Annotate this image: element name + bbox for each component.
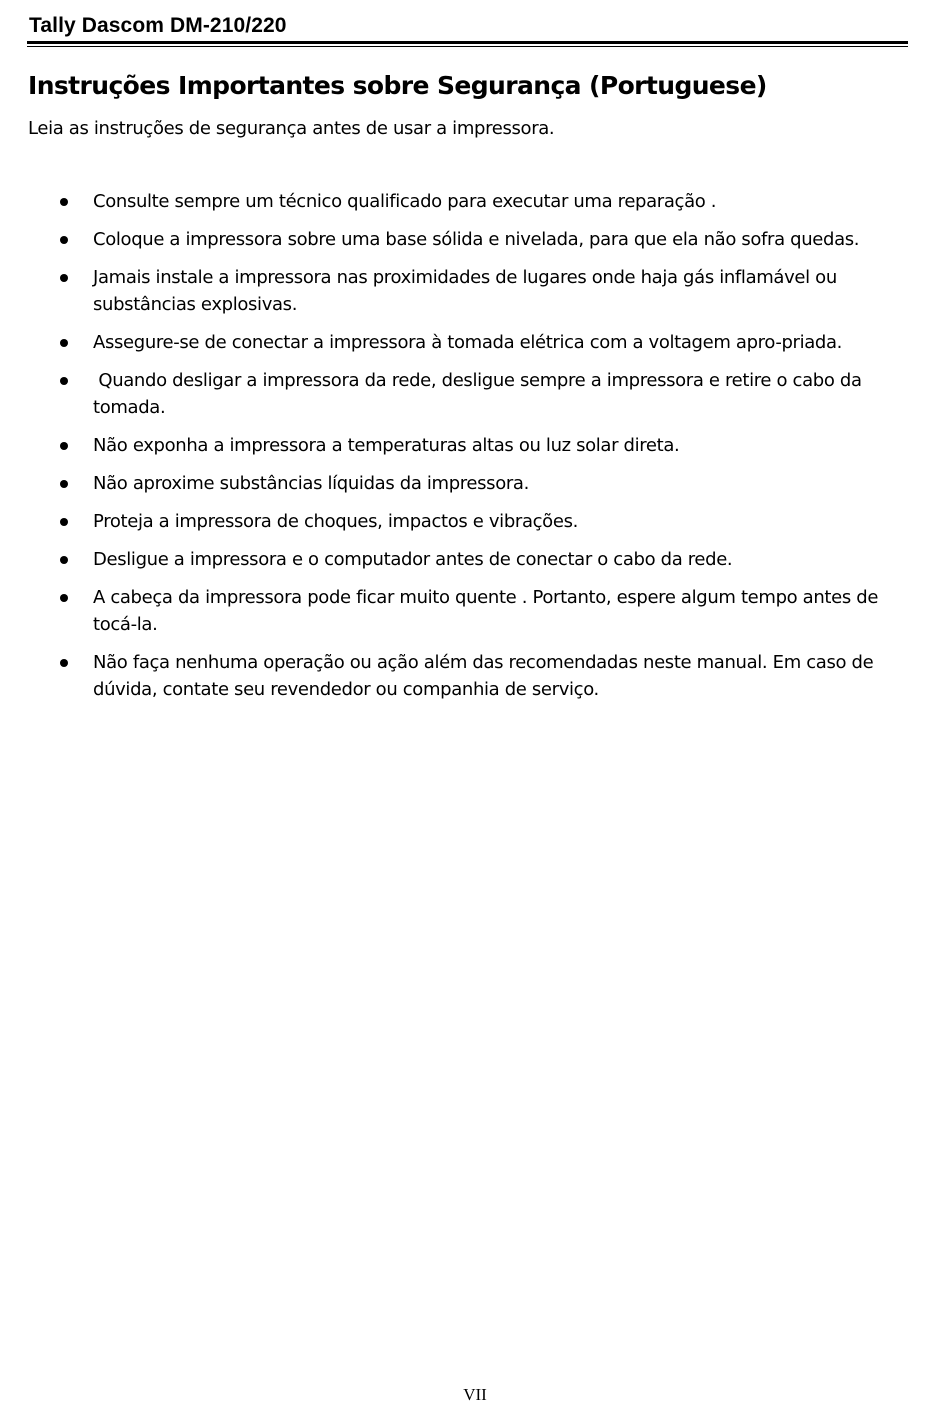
- bullet-icon: [60, 377, 68, 385]
- list-item: [0, 226, 893, 253]
- safety-instructions-list: [0, 188, 950, 714]
- list-item: [0, 432, 893, 459]
- list-item-text: Não aproxime substâncias líquidas da impressora.: [93, 473, 529, 494]
- list-item: [0, 367, 893, 421]
- bullet-icon: [60, 442, 68, 450]
- list-item: [0, 649, 893, 703]
- list-item-text: Quando desligar a impressora da rede, desligue sempre a impressora e retire o cabo da tomada.: [93, 370, 867, 418]
- list-item: [0, 584, 893, 638]
- bullet-icon: [60, 659, 68, 667]
- page-number: VII: [463, 1385, 487, 1404]
- header-rule-thin: [27, 46, 908, 47]
- section-title: Instruções Importantes sobre Segurança (Portuguese): [28, 71, 767, 100]
- bullet-icon: [60, 274, 68, 282]
- header-rule-thick: [27, 41, 908, 44]
- list-item-text: A cabeça da impressora pode ficar muito quente . Portanto, espere algum tempo antes de tocá-la.: [93, 587, 879, 635]
- list-item-text: Não faça nenhuma operação ou ação além das recomendadas neste manual. Em caso de dúvida, contate seu revendedor ou companhia de serviço.: [93, 652, 874, 700]
- list-item: [0, 329, 893, 356]
- bullet-icon: [60, 339, 68, 347]
- list-item: [0, 508, 893, 535]
- list-item-text: Não exponha a impressora a temperaturas altas ou luz solar direta.: [93, 435, 680, 456]
- section-intro: Leia as instruções de segurança antes de usar a impressora.: [28, 118, 555, 139]
- bullet-icon: [60, 198, 68, 206]
- bullet-icon: [60, 594, 68, 602]
- bullet-icon: [60, 480, 68, 488]
- list-item: [0, 546, 893, 573]
- list-item-text: Consulte sempre um técnico qualificado para executar uma reparação .: [93, 191, 717, 212]
- list-item-text: Desligue a impressora e o computador antes de conectar o cabo da rede.: [93, 549, 733, 570]
- list-item: [0, 264, 893, 318]
- list-item: [0, 188, 893, 215]
- list-item-text: Coloque a impressora sobre uma base sólida e nivelada, para que ela não sofra quedas.: [93, 229, 860, 250]
- running-header: Tally Dascom DM-210/220: [29, 14, 287, 37]
- list-item: [0, 470, 893, 497]
- bullet-icon: [60, 236, 68, 244]
- bullet-icon: [60, 556, 68, 564]
- list-item-text: Jamais instale a impressora nas proximidades de lugares onde haja gás inflamável ou substâncias explosivas.: [93, 267, 837, 315]
- bullet-icon: [60, 518, 68, 526]
- list-item-text: Assegure-se de conectar a impressora à tomada elétrica com a voltagem apro-priada.: [93, 332, 843, 353]
- list-item-text: Proteja a impressora de choques, impactos e vibrações.: [93, 511, 578, 532]
